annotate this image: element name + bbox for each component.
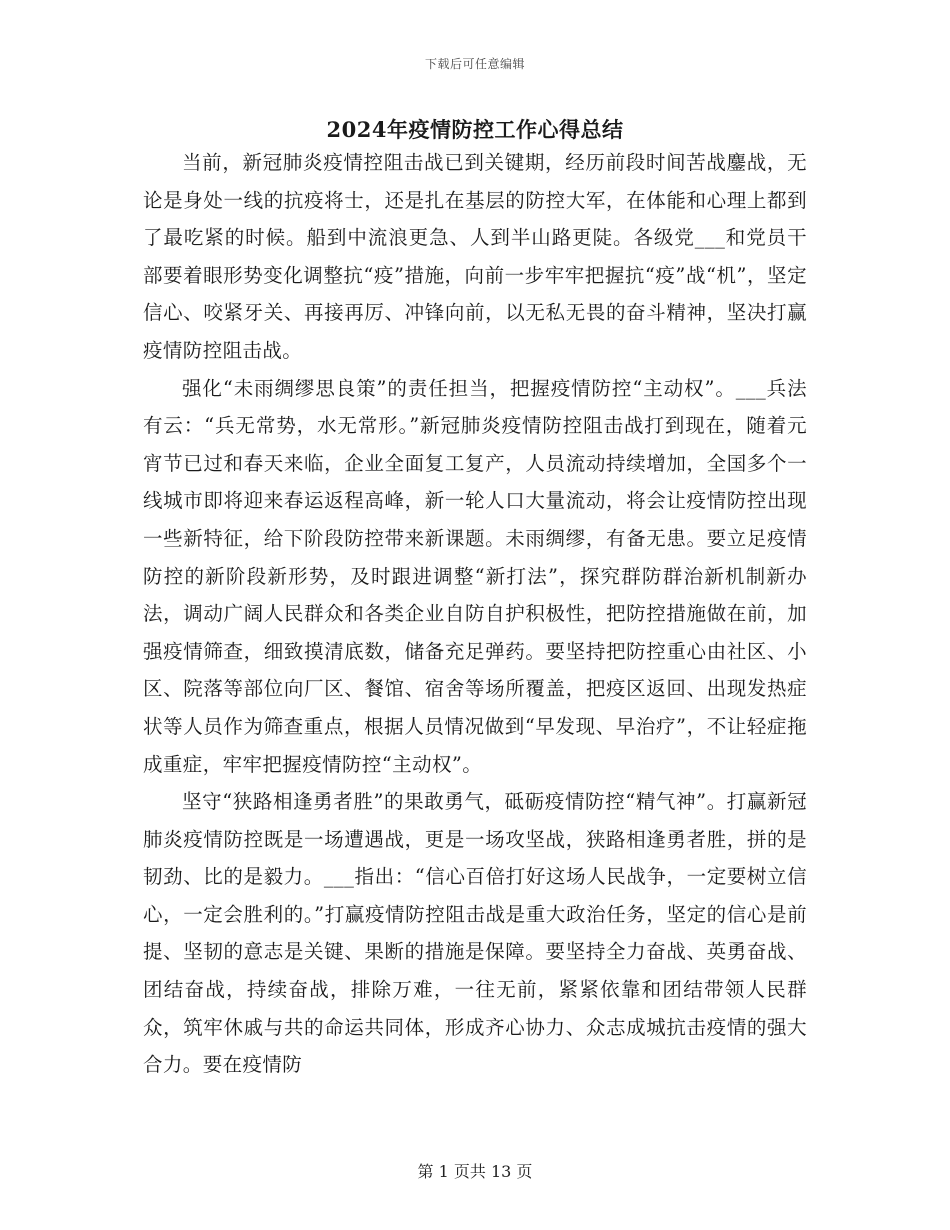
paragraph: 坚守“狭路相逢勇者胜”的果敢勇气，砥砺疫情防控“精气神”。打赢新冠肺炎疫情防控既是一场遭遇战，更是一场攻坚战，狭路相逢勇者胜，拼的是韧劲、比的是毅力。___指出：“信心百倍打好这场人民战争，一定要树立信心，一定会胜利的。”打赢疫情防控阻击战是重大政治任务，坚定的信心是前提、坚韧的意志是关键、果断的措施是保障。要坚持全力奋战、英勇奋战、团结奋战，持续奋战，排除万难，一往无前，紧紧依靠和团结带领人民群众，筑牢休戚与共的命运共同体，形成齐心协力、众志成城抗击疫情的强大合力。要在疫情防: [143, 790, 807, 1077]
document-title: 2024年疫情防控工作心得总结: [326, 117, 624, 142]
page-number: 第 1 页共 13 页: [417, 1162, 533, 1181]
paragraph: 强化“未雨绸缪思良策”的责任担当，把握疫情防控“主动权”。___兵法有云：“兵无常势，水无常形。”新冠肺炎疫情防控阻击战打到现在，随着元宵节已过和春天来临，企业全面复工复产，人员流动持续增加，全国多个一线城市即将迎来春运返程高峰，新一轮人口大量流动，将会让疫情防控出现一些新特征，给下阶段防控带来新课题。未雨绸缪，有备无患。要立足疫情防控的新阶段新形势，及时跟进调整“新打法”，探究群防群治新机制新办法，调动广阔人民群众和各类企业自防自护积极性，把防控措施做在前，加强疫情筛查，细致摸清底数，储备充足弹药。要坚持把防控重心由社区、小区、院落等部位向厂区、餐馆、宿舍等场所覆盖，把疫区返回、出现发热症状等人员作为筛查重点，根据人员情况做到“早发现、早治疗”，不让轻症拖成重症，牢牢把握疫情防控“主动权”。: [143, 376, 807, 776]
document-body: [143, 144, 807, 1084]
header-note: 下载后可任意编辑: [424, 57, 525, 71]
paragraph: 当前，新冠肺炎疫情控阻击战已到关键期，经历前段时间苦战鏖战，无论是身处一线的抗疫将士，还是扎在基层的防控大军，在体能和心理上都到了最吃紧的时候。船到中流浪更急、人到半山路更陡。各级党___和党员干部要着眼形势变化调整抗“疫”措施，向前一步牢牢把握抗“疫”战“机”，坚定信心、咬紧牙关、再接再厉、冲锋向前，以无私无畏的奋斗精神，坚决打赢疫情防控阻击战。: [143, 151, 807, 362]
